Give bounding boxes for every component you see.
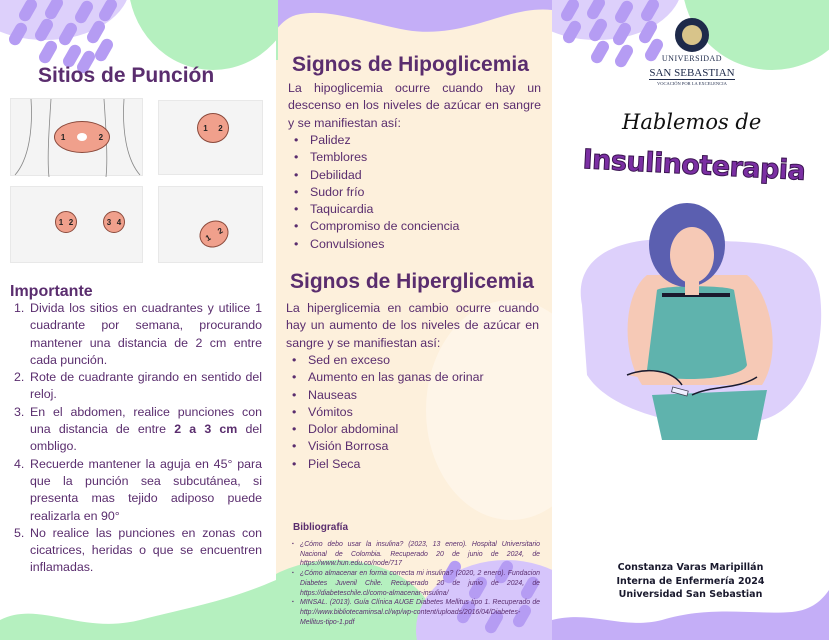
list-item: • Piel Seca (292, 456, 484, 473)
list-item: • Aumento en las ganas de orinar (292, 369, 484, 386)
list-item: • Sudor frío (294, 184, 459, 201)
buttock-right-zones: 3 4 (103, 211, 125, 233)
list-item: • Visión Borrosa (292, 438, 484, 455)
list-item: • Compromiso de conciencia (294, 218, 459, 235)
bibliography-list (292, 540, 540, 627)
list-item: 4. Recuerde mantener la aguja en 45° para que la punción sea subcutánea, si presenta mas tejido adiposo puede realizarla en 90° (14, 456, 262, 523)
injection-sites-title: Sitios de Punción (38, 64, 215, 87)
list-item: • Temblores (294, 149, 459, 166)
hypoglycemia-title: Signos de Hipoglicemia (292, 53, 529, 76)
bibliography-item: ▪ MINSAL. (2013). Guía Clínica AUGE Diabetes Mellitus tipo 1. Recuperado de http://www.bibliotecaminsal.cl/wp/wp-content/uploads/2016/04/Diabetes-Mellitus-tipo-1.pdf (292, 598, 540, 627)
hyperglycemia-list (292, 352, 484, 473)
panel-cover (552, 0, 829, 640)
panel-injection-sites (0, 0, 276, 640)
arm-zones: 1 2 (197, 113, 229, 143)
panel-glycemia-signs (276, 0, 552, 640)
list-item: 5. No realice las punciones en zonas con cicatrices, heridas o que se encuentren inflamadas. (14, 525, 262, 575)
list-item: • Vómitos (292, 404, 484, 421)
decor-green-blob (128, 0, 276, 70)
decor-green-wave (0, 580, 276, 640)
university-seal-icon (675, 18, 709, 52)
list-item: • Taquicardia (294, 201, 459, 218)
list-item: • Nauseas (292, 387, 484, 404)
cover-subtitle: Hablemos de (622, 110, 762, 134)
decor-lavender-wave (276, 0, 552, 50)
author-name: Constanza Varas Maripillán (617, 562, 764, 573)
hypoglycemia-intro: La hipoglicemia ocurre cuando hay un descenso en los niveles de azúcar en sangre y se manifiestan así: (288, 81, 541, 130)
bibliography-item: ▪ ¿Cómo almacenar en forma correcta mi insulina? (2020, 2 enero). Fundacion Diabetes Juvenil Chile. Recuperado 20 de junio de 2024, de https://diabeteschile.cl/como-almacenar-insulina/ (292, 569, 540, 598)
decor-green-edge (276, 0, 278, 60)
site-buttocks (10, 186, 143, 263)
list-item: • Palidez (294, 132, 459, 149)
decor-lavender-wave-bottom (552, 590, 829, 640)
cover-title: Insulinoterapia (581, 144, 807, 187)
list-item: • Sed en exceso (292, 352, 484, 369)
list-item: 3. En el abdomen, realice punciones con una distancia de entre 2 a 3 cm del ombligo. (14, 404, 262, 454)
buttock-left-zones: 1 2 (55, 211, 77, 233)
site-abdomen (10, 98, 143, 176)
woman-injecting-illustration (552, 195, 829, 455)
bibliography-item: ▪ ¿Cómo debo usar la insulina? (2023, 13 enero). Hospital Universitario Nacional de Colombia. Recuperado 20 de junio de 2024, de https://www.hun.edu.co/node/717 (292, 540, 540, 569)
logo-line1: UNIVERSIDAD (661, 54, 723, 63)
injection-sites-diagram (8, 98, 263, 263)
author-university: Universidad San Sebastian (618, 589, 763, 601)
list-item: 1. Divida los sitios en cuadrantes y utilice 1 cuadrante por semana, procurando mantener una distancia de 2 cm entre cada punción. (14, 301, 262, 367)
logo-line2: SAN SEBASTIAN (649, 67, 735, 79)
hyperglycemia-title: Signos de Hiperglicemia (290, 270, 534, 293)
important-list (14, 300, 262, 577)
author-role: Interna de Enfermería 2024 (616, 575, 765, 587)
hypoglycemia-list (294, 132, 459, 253)
list-item: • Dolor abdominal (292, 421, 484, 438)
site-thigh (158, 186, 263, 263)
abdomen-zones: 1 2 (54, 121, 110, 153)
bibliography-title: Bibliografía (293, 522, 349, 533)
thigh-zones: 1 2 (195, 215, 234, 253)
list-item: • Debilidad (294, 167, 459, 184)
logo-tagline: VOCACIÓN POR LA EXCELENCIA (657, 81, 727, 86)
important-title: Importante (10, 283, 93, 300)
site-arm (158, 100, 263, 175)
hyperglycemia-intro: La hiperglicemia en cambio ocurre cuando hay un aumento de los niveles de azúcar en sangre y se manifiestan así: (286, 301, 539, 350)
university-logo (642, 18, 742, 86)
list-item: 2. Rote de cuadrante girando en sentido del reloj. (14, 370, 262, 402)
list-item: • Convulsiones (294, 236, 459, 253)
